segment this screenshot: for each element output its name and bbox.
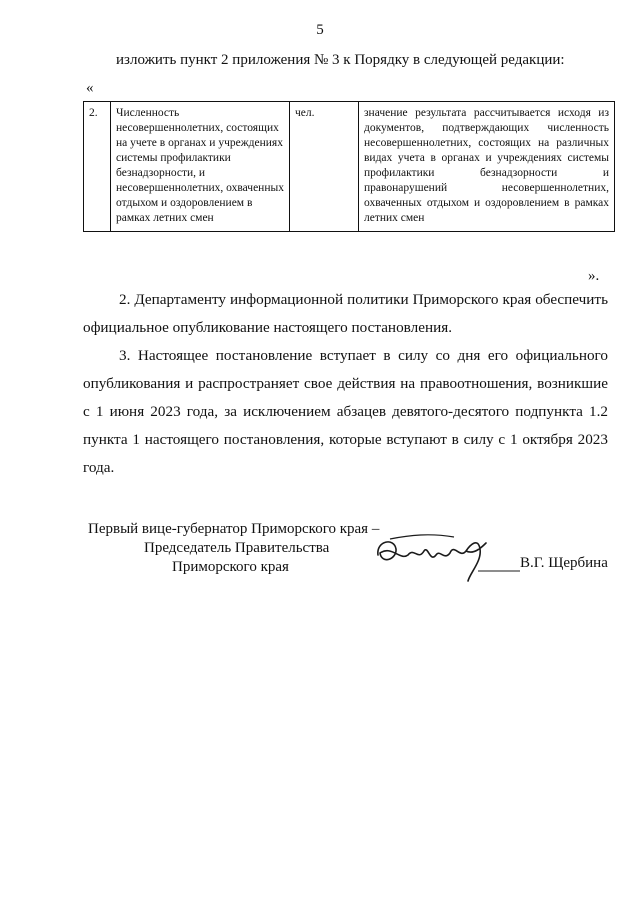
signatory-name: В.Г. Щербина bbox=[520, 555, 608, 571]
unit-cell: чел. bbox=[290, 102, 337, 232]
page-number: 5 bbox=[316, 22, 324, 38]
appendix-table bbox=[83, 101, 615, 232]
paragraph-2-text: 2. Департаменту информационной политики Приморского края обеспечить официальное опубликование настоящего постановления. bbox=[83, 291, 608, 336]
indicator-name-cell: Численность несовершеннолетних, состоящих на учете в органах и учреждениях системы профилактики безнадзорности, и несовершеннолетних, охваченных отдыхом и оздоровлением в рамках летних смен bbox=[111, 102, 290, 232]
table-row bbox=[84, 102, 615, 232]
paragraph-3 bbox=[83, 342, 608, 482]
paragraph-3-text: 3. Настоящее постановление вступает в силу со дня его официального опубликования и распространяет свое действия на правоотношения, возникшие с 1 июня 2023 года, за исключением абзацев девятого-десятого подпункта 1.2 пункта 1 настоящего постановления, которые вступают в силу с 1 октября 2023 года. bbox=[83, 347, 608, 476]
signatory-title-line-3: Приморского края bbox=[172, 559, 289, 575]
intro-text: изложить пункт 2 приложения № 3 к Порядку в следующей редакции: bbox=[116, 52, 565, 68]
opening-quote: « bbox=[86, 80, 94, 96]
paragraph-2 bbox=[83, 286, 608, 342]
description-cell: значение результата рассчитывается исходя из документов, подтверждающих численность несовершеннолетних, состоящих на различных видах учета в органах и учреждениях системы профилактики безнадзорности и правонарушений несовершеннолетних, охваченных отдыхом и оздоровлением в рамках летних смен bbox=[359, 102, 615, 232]
row-number-cell: 2. bbox=[84, 102, 111, 232]
handwritten-signature-icon bbox=[370, 525, 520, 590]
signatory-title-line-2: Председатель Правительства bbox=[144, 540, 330, 556]
signatory-title-line-1: Первый вице-губернатор Приморского края – bbox=[88, 521, 380, 537]
closing-quote: ». bbox=[588, 268, 600, 284]
signatory-title bbox=[88, 520, 379, 577]
spacer-cell bbox=[336, 102, 359, 232]
